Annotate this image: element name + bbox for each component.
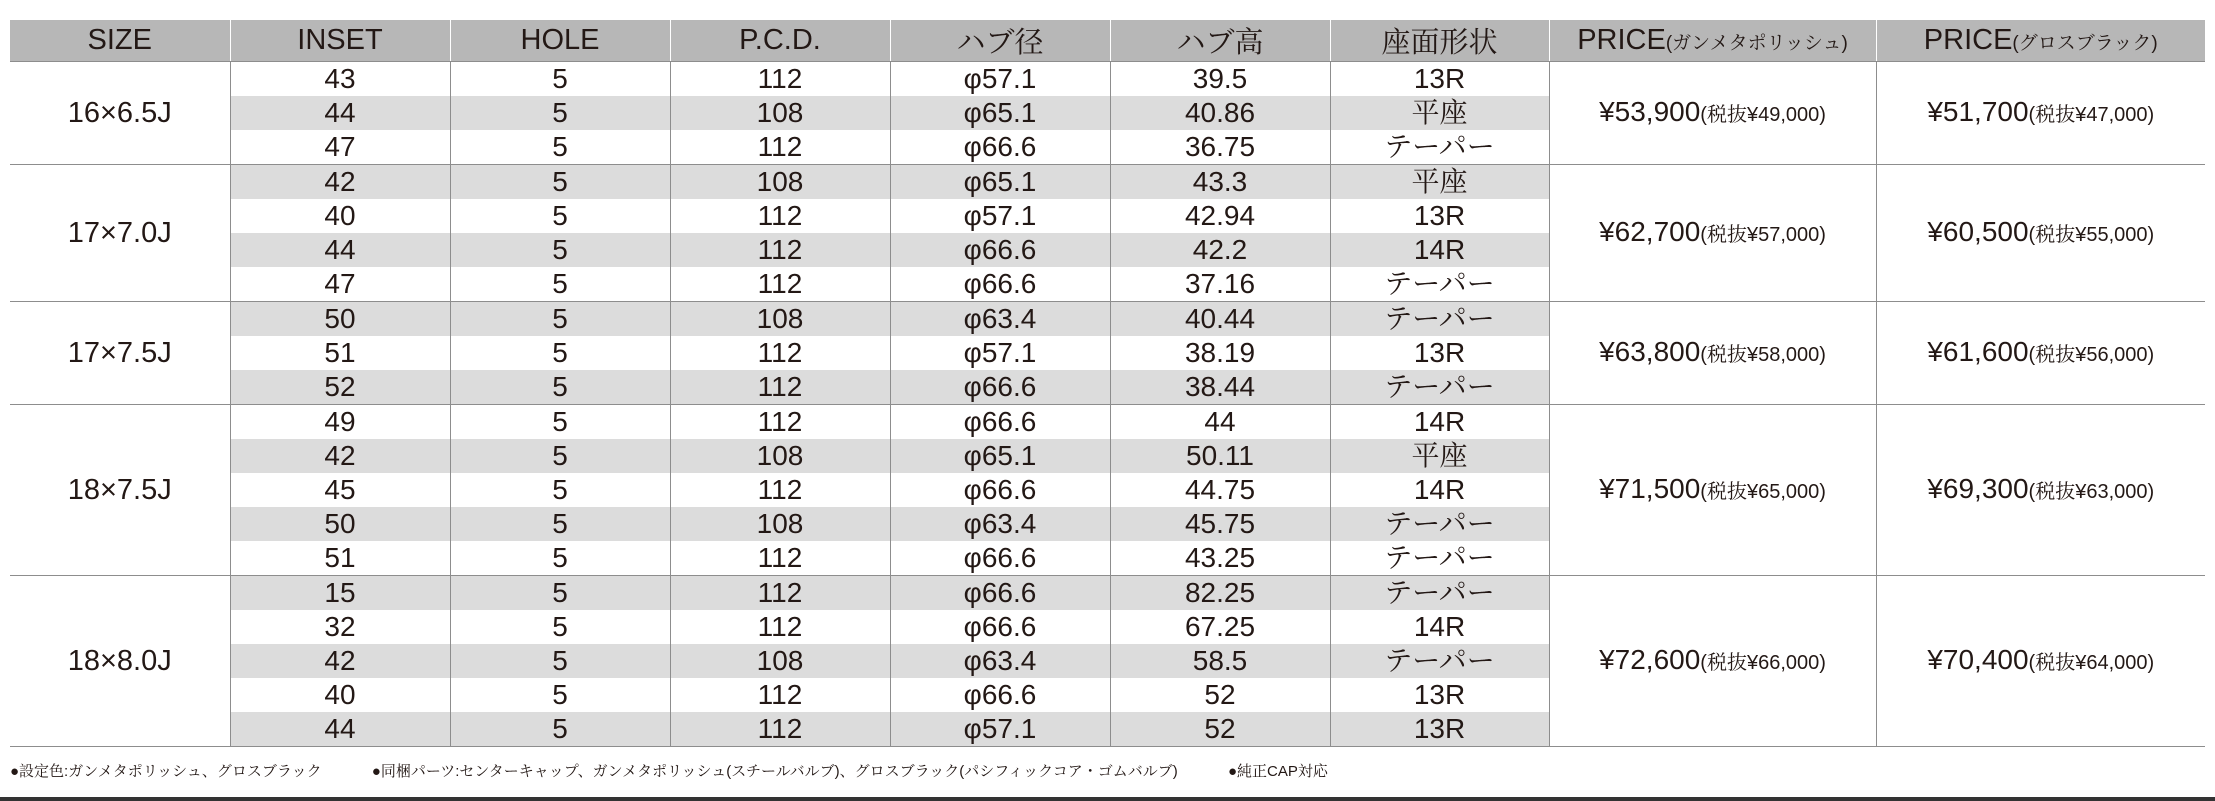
cell-seat-shape: 14R: [1330, 473, 1549, 507]
wheel-spec-table: [10, 20, 2205, 747]
cell-price-gloss-black: [1876, 405, 2205, 576]
cell-price-gloss-black: [1876, 165, 2205, 302]
cell-pcd: 112: [670, 678, 890, 712]
table-row: [10, 302, 2205, 337]
cell-hub-diameter: φ65.1: [890, 165, 1110, 200]
price-value: ¥61,600: [1927, 335, 2029, 367]
price-value: ¥70,400: [1927, 643, 2029, 675]
cell-inset: 47: [230, 267, 450, 302]
cell-seat-shape: 14R: [1330, 233, 1549, 267]
cell-hub-height: 38.44: [1110, 370, 1330, 405]
cell-pcd: 108: [670, 507, 890, 541]
cell-hub-diameter: φ63.4: [890, 507, 1110, 541]
cell-hub-diameter: φ66.6: [890, 233, 1110, 267]
cell-hub-diameter: φ65.1: [890, 439, 1110, 473]
cell-pcd: 112: [670, 712, 890, 747]
cell-size: 18×8.0J: [10, 576, 230, 747]
cell-pcd: 112: [670, 336, 890, 370]
cell-hole: 5: [450, 712, 670, 747]
cell-seat-shape: 平座: [1330, 165, 1549, 200]
cell-inset: 44: [230, 233, 450, 267]
cell-hub-height: 39.5: [1110, 62, 1330, 97]
cell-seat-shape: テーパー: [1330, 130, 1549, 165]
bottom-rule: [0, 797, 2215, 801]
cell-pcd: 108: [670, 439, 890, 473]
table-row: [10, 165, 2205, 200]
cell-hole: 5: [450, 165, 670, 200]
cell-hub-height: 40.86: [1110, 96, 1330, 130]
cell-seat-shape: 13R: [1330, 712, 1549, 747]
price-tax-excluded: (税抜¥65,000): [1700, 480, 1826, 503]
cell-hole: 5: [450, 576, 670, 611]
cell-inset: 50: [230, 302, 450, 337]
cell-seat-shape: 13R: [1330, 336, 1549, 370]
cell-hole: 5: [450, 199, 670, 233]
cell-pcd: 112: [670, 610, 890, 644]
cell-seat-shape: 14R: [1330, 405, 1549, 440]
cell-hole: 5: [450, 405, 670, 440]
cell-price-gloss-black: [1876, 576, 2205, 747]
cell-hub-diameter: φ66.6: [890, 678, 1110, 712]
spec-table-container: [10, 20, 2205, 747]
cell-pcd: 112: [670, 62, 890, 97]
note-included-parts: ●同梱パーツ:センターキャップ、ガンメタポリッシュ(スチールバルブ)、グロスブラック(パシフィックコア・ゴムバルブ): [371, 763, 1178, 780]
price-tax-excluded: (税抜¥58,000): [1700, 343, 1826, 366]
cell-inset: 49: [230, 405, 450, 440]
cell-pcd: 112: [670, 473, 890, 507]
cell-inset: 45: [230, 473, 450, 507]
cell-pcd: 108: [670, 165, 890, 200]
cell-hub-diameter: φ63.4: [890, 644, 1110, 678]
cell-hole: 5: [450, 610, 670, 644]
cell-pcd: 112: [670, 405, 890, 440]
cell-size: 18×7.5J: [10, 405, 230, 576]
cell-hub-diameter: φ66.6: [890, 130, 1110, 165]
price-value: ¥51,700: [1927, 95, 2029, 127]
cell-hub-diameter: φ57.1: [890, 712, 1110, 747]
price-tax-excluded: (税抜¥56,000): [2028, 343, 2155, 366]
cell-hole: 5: [450, 302, 670, 337]
cell-price-gloss-black: [1876, 302, 2205, 405]
cell-inset: 32: [230, 610, 450, 644]
cell-hole: 5: [450, 439, 670, 473]
cell-seat-shape: 14R: [1330, 610, 1549, 644]
cell-seat-shape: 13R: [1330, 678, 1549, 712]
cell-size: 16×6.5J: [10, 62, 230, 165]
table-header: [10, 20, 2205, 62]
cell-hub-height: 43.3: [1110, 165, 1330, 200]
cell-seat-shape: テーパー: [1330, 507, 1549, 541]
cell-seat-shape: 13R: [1330, 62, 1549, 97]
cell-hub-diameter: φ57.1: [890, 199, 1110, 233]
cell-hub-height: 43.25: [1110, 541, 1330, 576]
cell-pcd: 112: [670, 370, 890, 405]
cell-hub-diameter: φ66.6: [890, 405, 1110, 440]
cell-pcd: 112: [670, 199, 890, 233]
cell-hub-diameter: φ66.6: [890, 541, 1110, 576]
cell-inset: 40: [230, 678, 450, 712]
cell-hub-diameter: φ57.1: [890, 62, 1110, 97]
cell-price-gunmetal: [1549, 62, 1876, 165]
price-value: ¥71,500: [1599, 472, 1701, 504]
cell-seat-shape: 平座: [1330, 439, 1549, 473]
price-tax-excluded: (税抜¥55,000): [2028, 223, 2155, 246]
cell-price-gloss-black: [1876, 62, 2205, 165]
cell-hub-height: 52: [1110, 678, 1330, 712]
price-value: ¥60,500: [1927, 215, 2029, 247]
cell-pcd: 112: [670, 130, 890, 165]
cell-size: 17×7.5J: [10, 302, 230, 405]
cell-pcd: 108: [670, 302, 890, 337]
price-tax-excluded: (税抜¥47,000): [2028, 103, 2155, 126]
header-hole: HOLE: [450, 20, 670, 62]
header-price-gloss-black-sub: (グロスブラック): [2012, 33, 2158, 54]
cell-price-gunmetal: [1549, 165, 1876, 302]
cell-inset: 40: [230, 199, 450, 233]
table-row: [10, 576, 2205, 611]
cell-price-gunmetal: [1549, 302, 1876, 405]
cell-inset: 44: [230, 96, 450, 130]
header-price-gunmetal: [1549, 20, 1876, 62]
footnotes: [10, 760, 1374, 781]
price-tax-excluded: (税抜¥64,000): [2028, 651, 2155, 674]
cell-hub-height: 82.25: [1110, 576, 1330, 611]
cell-inset: 43: [230, 62, 450, 97]
cell-hole: 5: [450, 233, 670, 267]
cell-hub-height: 44: [1110, 405, 1330, 440]
note-oem-cap: ●純正CAP対応: [1227, 763, 1328, 780]
price-tax-excluded: (税抜¥66,000): [1700, 651, 1826, 674]
cell-hub-height: 40.44: [1110, 302, 1330, 337]
cell-pcd: 112: [670, 541, 890, 576]
cell-inset: 15: [230, 576, 450, 611]
cell-seat-shape: テーパー: [1330, 541, 1549, 576]
header-seat-shape: 座面形状: [1330, 20, 1549, 62]
cell-hub-height: 45.75: [1110, 507, 1330, 541]
cell-hole: 5: [450, 370, 670, 405]
cell-hub-height: 52: [1110, 712, 1330, 747]
cell-hole: 5: [450, 473, 670, 507]
cell-pcd: 112: [670, 233, 890, 267]
cell-hub-height: 42.2: [1110, 233, 1330, 267]
cell-hole: 5: [450, 130, 670, 165]
cell-hole: 5: [450, 541, 670, 576]
price-value: ¥63,800: [1599, 335, 1701, 367]
cell-size: 17×7.0J: [10, 165, 230, 302]
cell-hole: 5: [450, 336, 670, 370]
cell-hole: 5: [450, 644, 670, 678]
cell-hub-diameter: φ66.6: [890, 370, 1110, 405]
cell-hub-diameter: φ63.4: [890, 302, 1110, 337]
header-hub-diameter: ハブ径: [890, 20, 1110, 62]
cell-hub-diameter: φ65.1: [890, 96, 1110, 130]
cell-inset: 42: [230, 644, 450, 678]
cell-hub-diameter: φ66.6: [890, 610, 1110, 644]
price-value: ¥62,700: [1599, 215, 1701, 247]
cell-seat-shape: テーパー: [1330, 644, 1549, 678]
cell-hub-height: 38.19: [1110, 336, 1330, 370]
table-row: [10, 62, 2205, 97]
cell-pcd: 112: [670, 267, 890, 302]
cell-inset: 42: [230, 165, 450, 200]
cell-hub-diameter: φ66.6: [890, 473, 1110, 507]
cell-inset: 51: [230, 336, 450, 370]
header-price-label: PRICE: [1923, 24, 2013, 56]
cell-hub-height: 67.25: [1110, 610, 1330, 644]
price-value: ¥53,900: [1599, 95, 1701, 127]
cell-seat-shape: テーパー: [1330, 267, 1549, 302]
cell-hole: 5: [450, 507, 670, 541]
cell-hub-diameter: φ57.1: [890, 336, 1110, 370]
cell-hole: 5: [450, 678, 670, 712]
cell-hub-diameter: φ66.6: [890, 576, 1110, 611]
cell-hub-height: 44.75: [1110, 473, 1330, 507]
cell-price-gunmetal: [1549, 405, 1876, 576]
cell-inset: 42: [230, 439, 450, 473]
price-value: ¥72,600: [1599, 643, 1701, 675]
cell-seat-shape: テーパー: [1330, 302, 1549, 337]
cell-seat-shape: テーパー: [1330, 370, 1549, 405]
cell-inset: 52: [230, 370, 450, 405]
price-tax-excluded: (税抜¥63,000): [2028, 480, 2155, 503]
header-size: SIZE: [10, 20, 230, 62]
table-body: [10, 62, 2205, 747]
cell-inset: 44: [230, 712, 450, 747]
cell-inset: 50: [230, 507, 450, 541]
header-price-gloss-black: [1876, 20, 2205, 62]
header-price-gunmetal-sub: (ガンメタポリッシュ): [1665, 33, 1848, 54]
note-colors: ●設定色:ガンメタポリッシュ、グロスブラック: [10, 763, 322, 780]
cell-price-gunmetal: [1549, 576, 1876, 747]
cell-inset: 47: [230, 130, 450, 165]
header-inset: INSET: [230, 20, 450, 62]
cell-hub-height: 37.16: [1110, 267, 1330, 302]
price-value: ¥69,300: [1927, 472, 2029, 504]
cell-hole: 5: [450, 96, 670, 130]
header-pcd: P.C.D.: [670, 20, 890, 62]
cell-seat-shape: 13R: [1330, 199, 1549, 233]
cell-inset: 51: [230, 541, 450, 576]
table-row: [10, 405, 2205, 440]
cell-pcd: 112: [670, 576, 890, 611]
cell-hub-height: 42.94: [1110, 199, 1330, 233]
cell-hub-height: 58.5: [1110, 644, 1330, 678]
cell-hole: 5: [450, 267, 670, 302]
cell-seat-shape: 平座: [1330, 96, 1549, 130]
cell-hub-diameter: φ66.6: [890, 267, 1110, 302]
cell-hole: 5: [450, 62, 670, 97]
price-tax-excluded: (税抜¥49,000): [1700, 103, 1826, 126]
header-price-label: PRICE: [1577, 24, 1666, 56]
cell-pcd: 108: [670, 96, 890, 130]
price-tax-excluded: (税抜¥57,000): [1700, 223, 1826, 246]
cell-seat-shape: テーパー: [1330, 576, 1549, 611]
cell-hub-height: 50.11: [1110, 439, 1330, 473]
header-hub-height: ハブ高: [1110, 20, 1330, 62]
cell-hub-height: 36.75: [1110, 130, 1330, 165]
cell-pcd: 108: [670, 644, 890, 678]
